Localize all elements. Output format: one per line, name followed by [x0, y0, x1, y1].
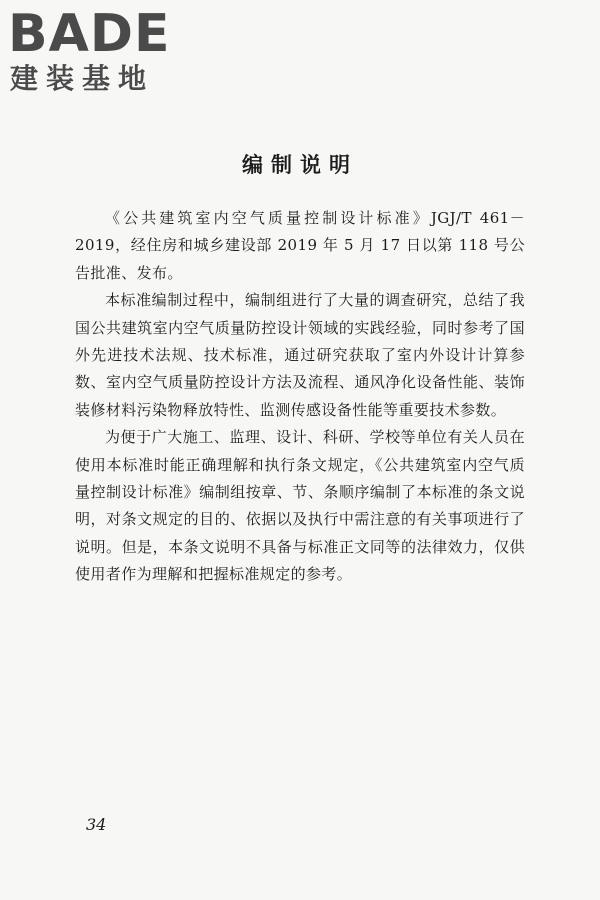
page-title: 编制说明: [242, 152, 358, 177]
logo-wordmark: BADE: [8, 4, 171, 64]
paragraph-1: 《公共建筑室内空气质量控制设计标准》JGJ/T 461－2019，经住房和城乡建设部 2019 年 5 月 17 日以第 118 号公告批准、发布。: [75, 209, 525, 282]
logo-subtitle: 建装基地: [10, 62, 155, 95]
page-number: 34: [86, 815, 107, 834]
document-body: [75, 205, 525, 589]
bade-logo: [8, 4, 178, 96]
paragraph-2: 本标准编制过程中，编制组进行了大量的调查研究，总结了我国公共建筑室内空气质量防控设计领域的实践经验，同时参考了国外先进技术法规、技术标准，通过研究获取了室内外设计计算参数、室内空气质量防控设计方法及流程、通风净化设备性能、装饰装修材料污染物释放特性、监测传感设备性能等重要技术参数。: [75, 291, 525, 419]
paragraph-3: 为便于广大施工、监理、设计、科研、学校等单位有关人员在使用本标准时能正确理解和执行条文规定，《公共建筑室内空气质量控制设计标准》编制组按章、节、条顺序编制了本标准的条文说明，对条文规定的目的、依据以及执行中需注意的有关事项进行了说明。但是，本条文说明不具备与标准正文同等的法律效力，仅供使用者作为理解和把握标准规定的参考。: [75, 428, 525, 584]
